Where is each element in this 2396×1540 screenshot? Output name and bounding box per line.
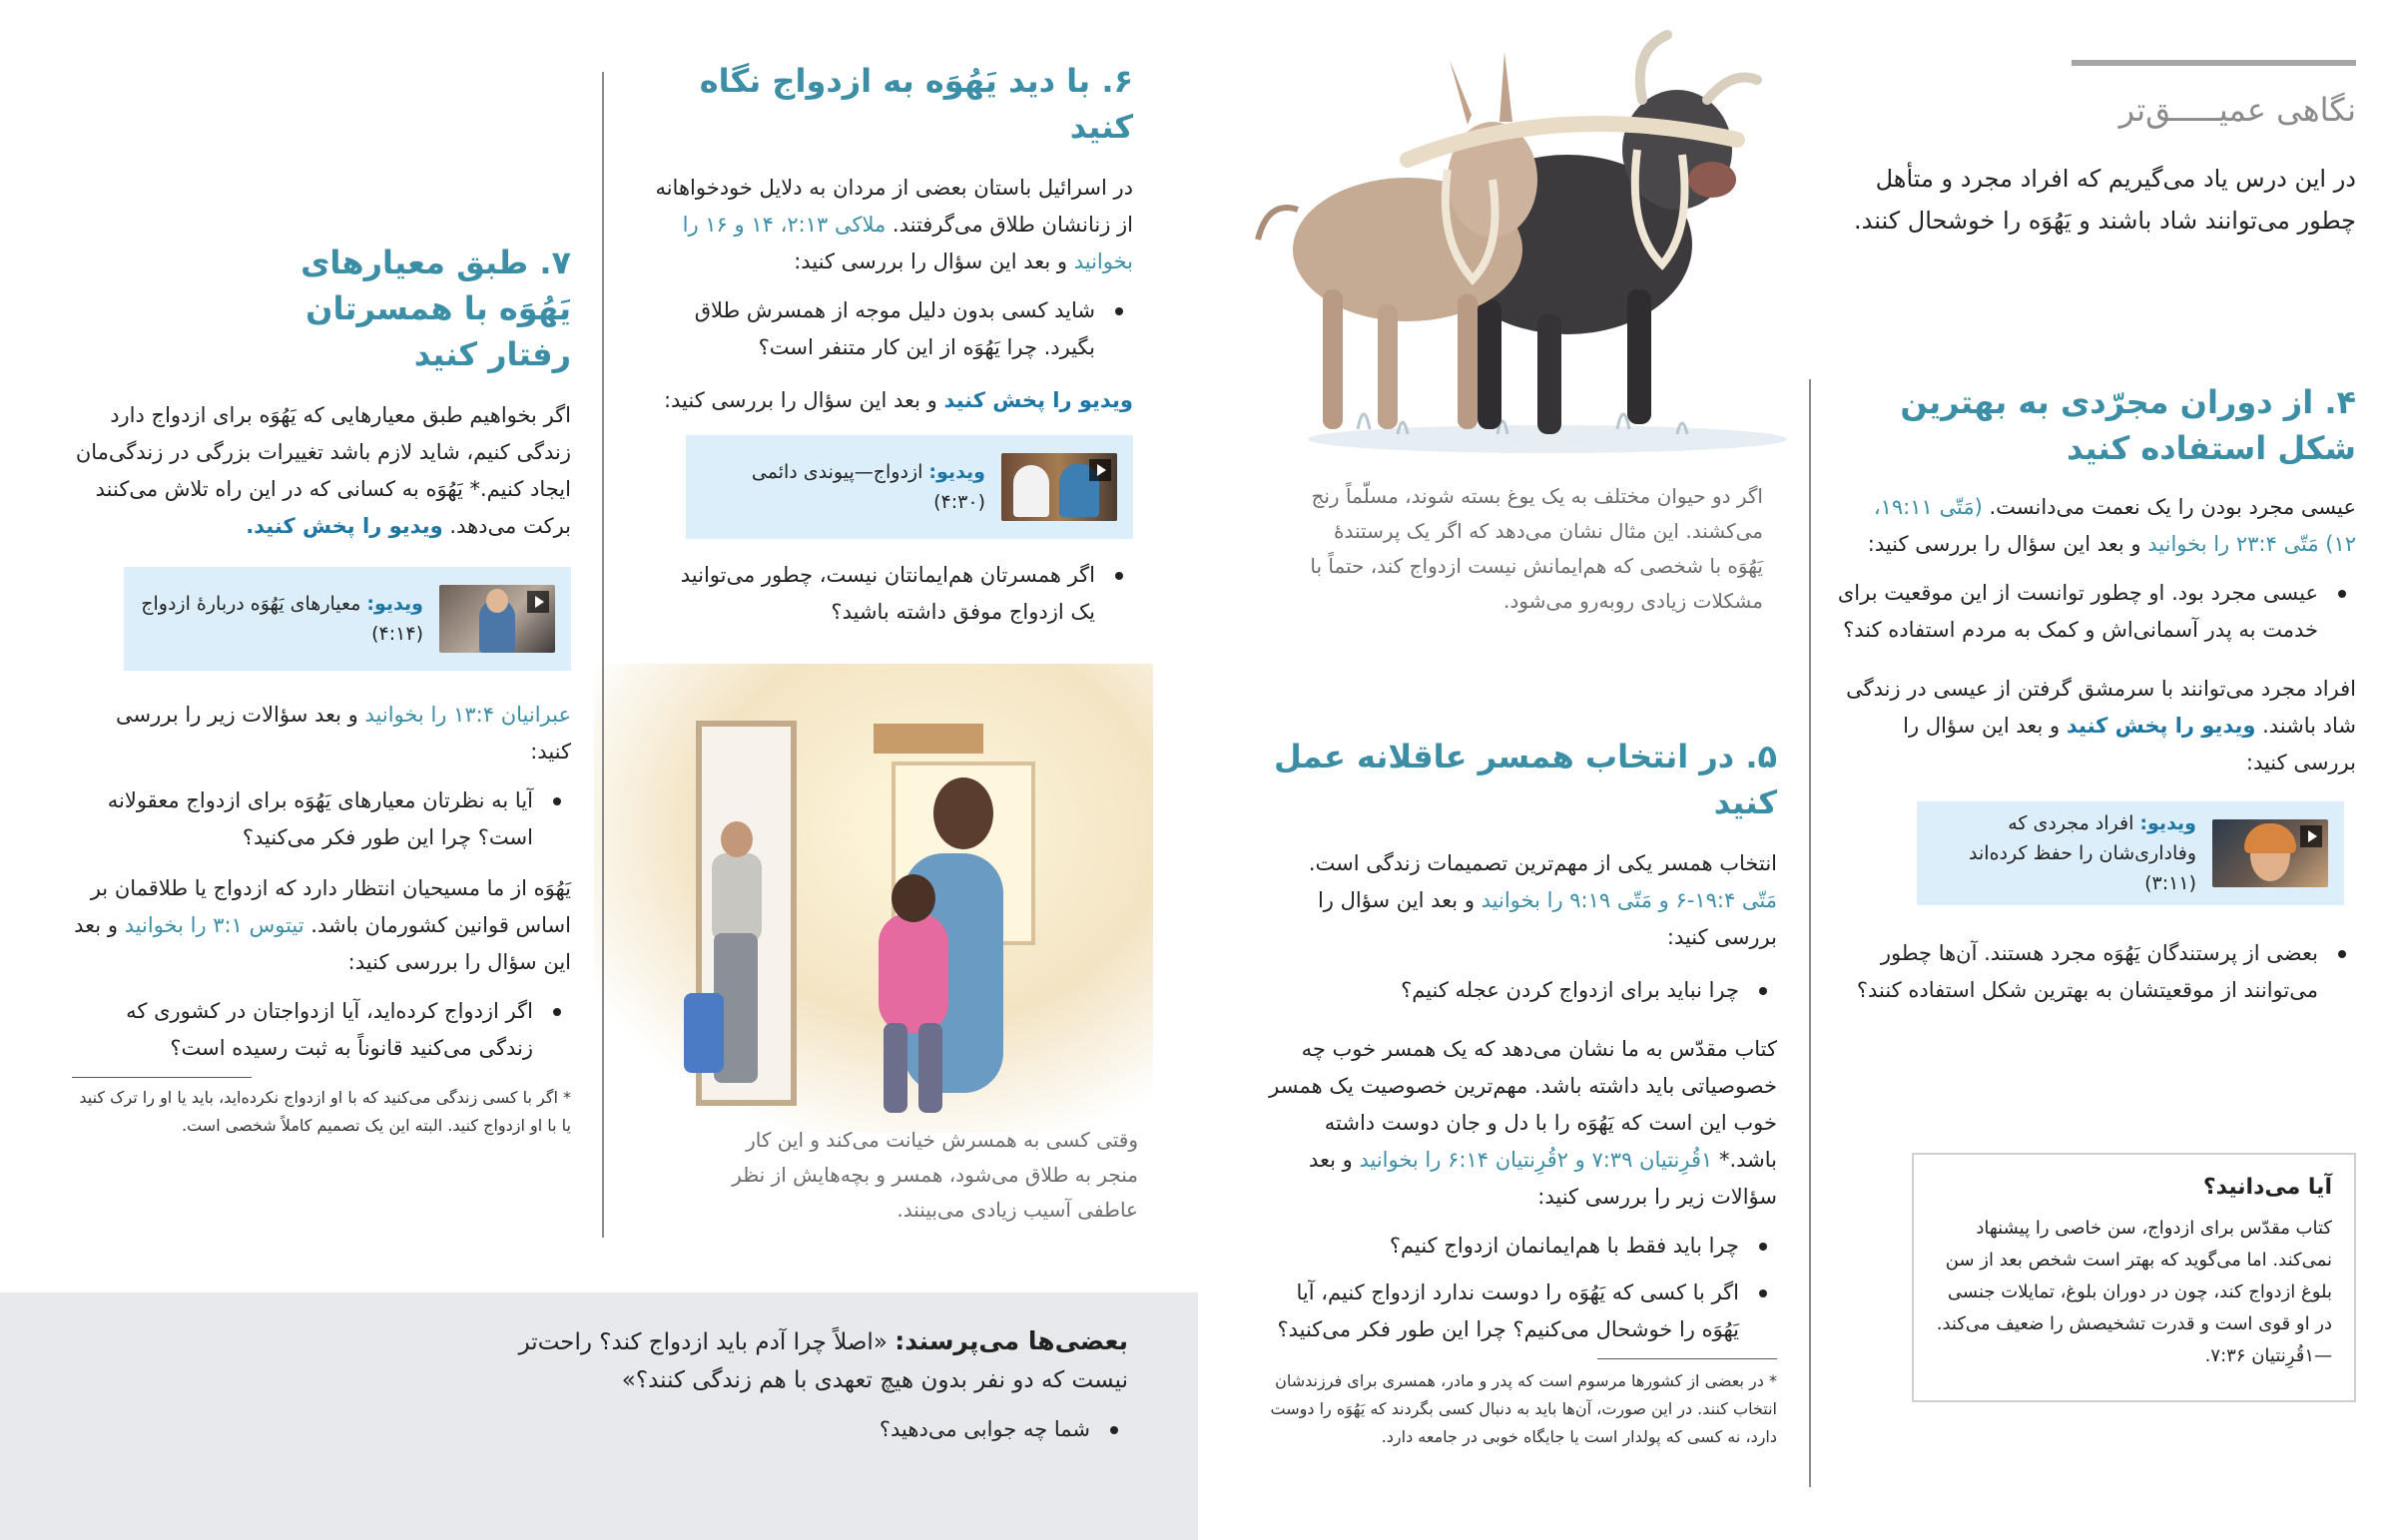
section-4-para-2: افراد مجرد می‌توانند با سرمشق گرفتن از عیسی در زندگی شاد باشند. ویدیو را پخش کنید و بعد این سؤال را بررسی کنید: xyxy=(1846,677,2356,774)
deeper-header xyxy=(2072,60,2356,132)
video-label: ویدیو: xyxy=(2139,812,2196,834)
play-video-link[interactable]: ویدیو را پخش کنید xyxy=(2066,714,2256,738)
section-7 xyxy=(72,240,571,1140)
bullet-item: شما چه جوابی می‌دهید؟ xyxy=(489,1411,1090,1448)
ox-donkey-image xyxy=(1238,30,1797,459)
play-video-link[interactable]: ویدیو را پخش کنید xyxy=(943,388,1133,412)
some-ask-content xyxy=(489,1322,1128,1458)
family-illustration xyxy=(594,664,1153,1133)
section-4 xyxy=(1837,379,2356,1019)
link-hebrews[interactable]: عبرانیان ۱۳:۴ را بخوانید xyxy=(364,703,571,727)
thumb-hair xyxy=(2244,823,2296,853)
section-5-bullets-2 xyxy=(1268,1228,1777,1348)
play-icon[interactable] xyxy=(1089,459,1111,481)
did-you-know-text: کتاب مقدّس برای ازدواج، سن خاصی را پیشنهاد نمی‌کند. اما می‌گوید که بهتر است شخص بعد از سن بلوغ ازدواج کند، چون در دوران بلوغ، تمایلات جنسی در او قوی است و قدرت تشخیصش را ضعیف می‌کند.—۱قُرِنتیان ۷:۳۶. xyxy=(1936,1218,2332,1366)
play-video-link[interactable]: ویدیو را پخش کنید. xyxy=(246,514,443,538)
section-7-footnote: * اگر با کسی زندگی می‌کنید که با او ازدواج نکرده‌اید، باید یا او را ترک کنید یا با او ازدواج کنید. البته این یک تصمیم کاملاً شخصی است. xyxy=(79,1088,571,1135)
section-4-bullets-2 xyxy=(1837,935,2356,1009)
family-caption: وقتی کسی به همسرش خیانت می‌کند و این کار منجر به طلاق می‌شود، همسر و بچه‌هایش از نظر عاطفی آسیب زیادی می‌بینند. xyxy=(732,1128,1138,1222)
bullet-item: عیسی مجرد بود. او چطور توانست از این موقعیت برای خدمت به پدر آسمانی‌اش و کمک به مردم استفاده کند؟ xyxy=(1837,575,2318,649)
section-5-para-1: انتخاب همسر یکی از مهم‌ترین تصمیمات زندگی است. مَتّی ۱۹:۴-۶ و مَتّی ۹:۱۹ را بخوانید و بعد این سؤال را بررسی کنید: xyxy=(1308,851,1777,949)
deeper-intro xyxy=(1822,158,2356,242)
video-title: افراد مجردی که وفاداری‌شان را حفظ کرده‌اند (۳:۱۱) xyxy=(1969,812,2196,894)
some-ask-band xyxy=(0,1292,1198,1540)
intro-text: در این درس یاد می‌گیریم که افراد مجرد و متأهل چطور می‌توانند شاد باشند و یَهُوَه را خوشحال کنند. xyxy=(1853,165,2356,235)
section-6-para-2: ویدیو را پخش کنید و بعد این سؤال را بررسی کنید: xyxy=(663,388,1133,412)
footnote-rule xyxy=(1597,1358,1777,1359)
video-thumbnail[interactable] xyxy=(439,585,555,653)
ox-donkey-illustration xyxy=(1238,30,1797,459)
video-title: معیارهای یَهُوَه دربارهٔ ازدواج (۴:۱۴) xyxy=(141,593,423,645)
video-marriage-permanent[interactable] xyxy=(686,435,1133,539)
bullet-item: اگر با کسی که یَهُوَه را دوست ندارد ازدواج کنیم، آیا یَهُوَه را خوشحال می‌کنیم؟ چرا این طور فکر می‌کنید؟ xyxy=(1268,1275,1739,1348)
did-you-know-title: آیا می‌دانید؟ xyxy=(2202,1175,2332,1200)
section-7-bullets-2 xyxy=(72,993,571,1067)
link-titus[interactable]: تیتوس ۳:۱ را بخوانید xyxy=(124,913,304,937)
some-ask-question: «اصلاً چرا آدم باید ازدواج کند؟ راحت‌تر نیست که دو نفر بدون هیچ تعهدی با هم زندگی کنند؟» xyxy=(518,1329,1128,1393)
video-singles[interactable] xyxy=(1917,801,2344,905)
video-label: ویدیو: xyxy=(928,461,985,483)
video-thumbnail[interactable] xyxy=(1001,453,1117,521)
thumb-person-1 xyxy=(1013,465,1049,517)
some-ask-bullets xyxy=(489,1411,1128,1448)
link-matthew-19[interactable]: مَتّی ۱۹:۴-۶ و مَتّی ۹:۱۹ را بخوانید xyxy=(1481,888,1777,912)
ox-caption: اگر دو حیوان مختلف به یک یوغ بسته شوند، مسلّماً رنج می‌کشند. این مثال نشان می‌دهد که اگر یک پرستندهٔ یَهُوَه با شخصی که هم‌ایمانش نیست ازدواج کند، حتماً با مشکلات زیادی روبه‌رو می‌شود. xyxy=(1310,484,1763,613)
section-5-title: ۵. در انتخاب همسر عاقلانه عمل کنید xyxy=(1273,738,1777,821)
section-6-bullets-2 xyxy=(654,557,1133,631)
link-malachi[interactable]: ملاکی ۲:۱۳، ۱۴ و ۱۶ را بخوانید xyxy=(682,213,1133,273)
section-7-bullets-1 xyxy=(72,782,571,856)
video-jehovah-standards[interactable] xyxy=(124,567,571,671)
footnote-rule xyxy=(72,1077,252,1078)
video-thumbnail[interactable] xyxy=(2212,819,2328,887)
deeper-title: نگاهی عمیـــــق‌تر xyxy=(2118,91,2356,129)
video-label: ویدیو: xyxy=(366,593,423,615)
section-4-title: ۴. از دوران مجرّدی به بهترین شکل استفاده کنید xyxy=(1900,383,2356,467)
section-6-para-1: در اسرائیل باستان بعضی از مردان به دلایل خودخواهانه از زنانشان طلاق می‌گرفتند. ملاکی ۲:۱۳، ۱۴ و ۱۶ را بخوانید و بعد این سؤال را بررسی کنید: xyxy=(655,176,1133,273)
link-matthew-23-4[interactable]: (مَتّی ۱۹:۱۱، ۱۲) مَتّی ۲۳:۴ را بخوانید xyxy=(1873,495,2356,556)
play-icon[interactable] xyxy=(2300,825,2322,847)
section-6 xyxy=(654,58,1133,641)
section-7-para-1: اگر بخواهیم طبق معیارهایی که یَهُوَه برای ازدواج دارد زندگی کنیم، شاید لازم باشد تغییرات بزرگی در زندگی‌مان ایجاد کنیم.* یَهُوَه به کسانی که در این راه تلاش می‌کنند برکت می‌دهد. ویدیو را پخش کنید. xyxy=(75,403,571,538)
ox-caption-block xyxy=(1294,479,1763,619)
video-title: ازدواج—پیوندی دائمی (۴:۳۰) xyxy=(751,461,985,513)
section-6-title: ۶. با دید یَهُوَه به ازدواج نگاه کنید xyxy=(699,62,1133,146)
bullet-item: چرا نباید برای ازدواج کردن عجله کنیم؟ xyxy=(1268,972,1739,1009)
section-7-para-2: عبرانیان ۱۳:۴ را بخوانید و بعد سؤالات زیر را بررسی کنید: xyxy=(116,703,571,764)
section-4-bullets-1 xyxy=(1837,575,2356,649)
section-7-para-3: یَهُوَه از ما مسیحیان انتظار دارد که ازدواج یا طلاقمان بر اساس قوانین کشورمان باشد. تیتوس ۳:۱ را بخوانید و بعد این سؤال را بررسی کنید: xyxy=(74,876,571,974)
section-6-bullets-1 xyxy=(654,292,1133,366)
divider-right xyxy=(1809,379,1811,1487)
bullet-item: چرا باید فقط با هم‌ایمانمان ازدواج کنیم؟ xyxy=(1268,1228,1739,1265)
link-corinthians[interactable]: ۱قُرِنتیان ۷:۳۹ و ۲قُرِنتیان ۶:۱۴ را بخوانید xyxy=(1359,1148,1713,1172)
bullet-item: بعضی از پرستندگان یَهُوَه مجرد هستند. آن‌ها چطور می‌توانند از موقعیتشان به بهترین شکل استفاده کنند؟ xyxy=(1837,935,2318,1009)
family-image xyxy=(594,664,1153,1133)
some-ask-label: بعضی‌ها می‌پرسند: xyxy=(895,1326,1128,1355)
bullet-item: اگر ازدواج کرده‌اید، آیا ازدواجتان در کشوری که زندگی می‌کنید قانوناً به ثبت رسیده است؟ xyxy=(72,993,533,1067)
section-5 xyxy=(1268,734,1777,1451)
did-you-know-box xyxy=(1912,1153,2356,1402)
section-5-footnote: * در بعضی از کشورها مرسوم است که پدر و مادر، همسری برای فرزندشان انتخاب کنند. در این صورت، آن‌ها باید به دنبال کسی بگردند که یَهُوَه را دوست دارد، نه کسی که پولدار است یا جایگاه خوبی در جامعه دارد. xyxy=(1270,1371,1777,1446)
play-icon[interactable] xyxy=(527,591,549,613)
section-7-title: ۷. طبق معیارهای یَهُوَه با همسرتان رفتار کنید xyxy=(300,244,571,373)
bullet-item: اگر همسرتان هم‌ایمانتان نیست، چطور می‌توانید یک ازدواج موفق داشته باشید؟ xyxy=(654,557,1095,631)
section-5-bullets-1 xyxy=(1268,972,1777,1009)
divider-left xyxy=(602,72,604,1238)
thumb-head xyxy=(486,589,508,613)
bullet-item: آیا به نظرتان معیارهای یَهُوَه برای ازدواج معقولانه است؟ چرا این طور فکر می‌کنید؟ xyxy=(72,782,533,856)
section-5-para-2: کتاب مقدّس به ما نشان می‌دهد که یک همسر خوب چه خصوصیاتی باید داشته باشد. مهم‌ترین خصوصیت یک همسر خوب این است که یَهُوَه را با دل و جان دوست داشته باشد.* ۱قُرِنتیان ۷:۳۹ و ۲قُرِنتیان ۶:۱۴ را بخوانید و بعد سؤالات زیر را بررسی کنید: xyxy=(1269,1037,1777,1209)
header-rule xyxy=(2072,60,2356,66)
section-4-para-1: عیسی مجرد بودن را یک نعمت می‌دانست. (مَتّی ۱۹:۱۱، ۱۲) مَتّی ۲۳:۴ را بخوانید و بعد این سؤال را بررسی کنید: xyxy=(1867,495,2356,556)
bullet-item: شاید کسی بدون دلیل موجه از همسرش طلاق بگیرد. چرا یَهُوَه از این کار متنفر است؟ xyxy=(654,292,1095,366)
family-caption-block xyxy=(729,1123,1138,1228)
